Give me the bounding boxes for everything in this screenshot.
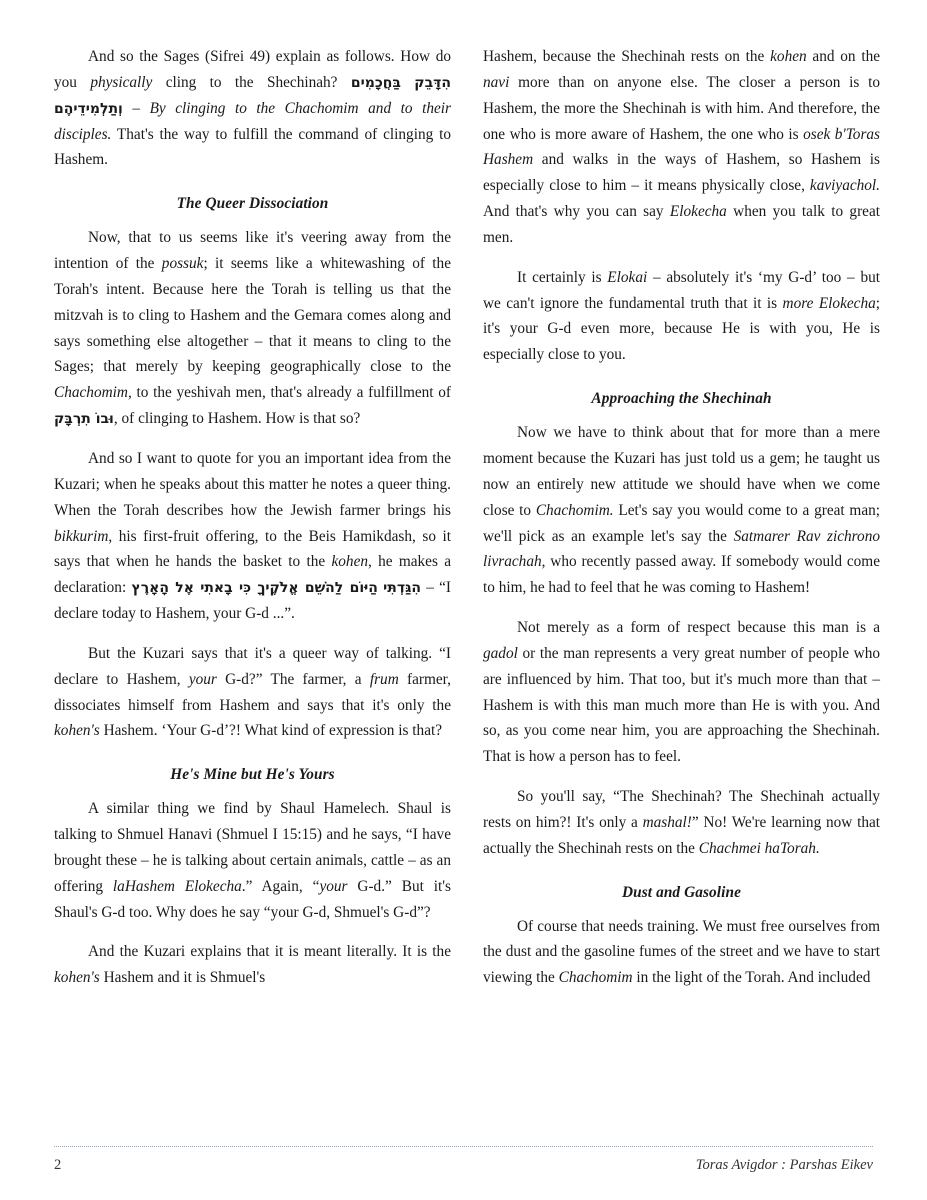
paragraph: Not merely as a form of respect because this man is a gadol or the man represents a very great number of people who are influenced by him. That too, but it's much more than that – Hashem is with this man much more than He is with you. And so, as you come near him, you are approaching the Shechinah. That is how a person has to feel. xyxy=(483,619,880,766)
paragraph: And so I want to quote for you an important idea from the Kuzari; when he speaks about this matter he notes a queer thing. When the Torah describes how the Jewish farmer brings his bikkurim, his first-fruit offering, to the Beis Hamikdash, so it says that when he hands the basket to the kohen, he makes a declaration: הִגַּדְתִּי הַיּוֹם לַהֹשֵׁם אֱלֹקֶיךָ כִּי בָאתִי אֶל הָאָרֶץ – “I declare today to Hashem, your G-d ...”. xyxy=(54,449,452,623)
paragraph: And the Kuzari explains that it is meant literally. It is the kohen's Hashem and it is Shmuel's xyxy=(54,943,451,987)
paragraph: But the Kuzari says that it's a queer way of talking. “I declare to Hashem, your G-d?” The farmer, a frum farmer, dissociates himself from Hashem and says that it's only the kohen's Hashem. ‘Your G-d’?! What kind of expression is that? xyxy=(54,644,451,740)
paragraph: It certainly is Elokai – absolutely it's ‘my G-d’ too – but we can't ignore the fundamental truth that it is more Elokecha; it's your G-d even more, because He is with you, He is especially close to you. xyxy=(483,268,880,364)
paragraph: Now, that to us seems like it's veering away from the intention of the possuk; it seems like a whitewashing of the Torah's intent. Because here the Torah is telling us that the mitzvah is to cling to Hashem and the Gemara comes along and says something else altogether – that it means to cling to the Sages; that merely by keeping geographically close to the Chachomim, to the yeshivah men, that's already a fulfillment of וּבוֹ תִרְבָּק, of clinging to Hashem. How is that so? xyxy=(54,229,451,428)
section-heading-approaching-the-shechinah: Approaching the Shechinah xyxy=(591,390,772,408)
paragraph: And so the Sages (Sifrei 49) explain as follows. How do you physically cling to the Shechinah? הִדָּבֵק בַּחֲכָמִים וְתַלְמִידֵיהֶם – By clinging to the Chachomim and to their disciples. That's the way to fulfill the command of clinging to Hashem. xyxy=(54,48,451,169)
paragraph: So you'll say, “The Shechinah? The Shechinah actually rests on him?! It's only a mashal!” No! We're learning now that actually the Shechinah rests on the Chachmei haTorah. xyxy=(483,788,881,857)
section-heading-queer-dissociation: The Queer Dissociation xyxy=(176,195,329,213)
paragraph: Now we have to think about that for more than a mere moment because the Kuzari has just told us a gem; he taught us now an entirely new attitude we should have when we come close to Chachomim. Let's say you would come to a great man; we'll pick as an example let's say the Satmarer Rav zichrono livrachah, who recently passed away. If somebody would come to him, he had to feel that he was coming to Hashem! xyxy=(483,424,881,597)
right-column xyxy=(483,44,880,1134)
two-column-body xyxy=(54,44,881,1134)
page-footer xyxy=(54,1146,873,1174)
footer-divider xyxy=(54,1146,873,1147)
paragraph: Hashem, because the Shechinah rests on the kohen and on the navi more than on anyone else. The closer a person is to Hashem, the more the Shechinah is with him. And therefore, the one who is more aware of Hashem, the one who is osek b'Toras Hashem and walks in the ways of Hashem, so Hashem is especially close to him – it means physically close, kaviyachol. And that's why you can say Elokecha when you talk to great men. xyxy=(483,48,881,246)
paragraph: Of course that needs training. We must free ourselves from the dust and the gasoline fumes of the street and we have to start viewing the Chachomim in the light of the Torah. And included xyxy=(483,917,880,987)
footer-title: Toras Avigdor : Parshas Eikev xyxy=(695,1157,873,1173)
footer-row xyxy=(54,1157,873,1174)
page-number: 2 xyxy=(54,1157,62,1173)
left-column xyxy=(54,44,451,1134)
paragraph: A similar thing we find by Shaul Hamelech. Shaul is talking to Shmuel Hanavi (Shmuel I 15:15) and he says, “I have brought these – he is talking about certain animals, cattle – as an offering laHashem Elokecha.” Again, “your G-d.” But it's Shaul's G-d too. Why does he say “your G-d, Shmuel's G-d”? xyxy=(54,800,451,921)
section-heading-hes-mine-but-hes-yours: He's Mine but He's Yours xyxy=(170,766,335,784)
section-heading-dust-and-gasoline: Dust and Gasoline xyxy=(621,883,741,901)
